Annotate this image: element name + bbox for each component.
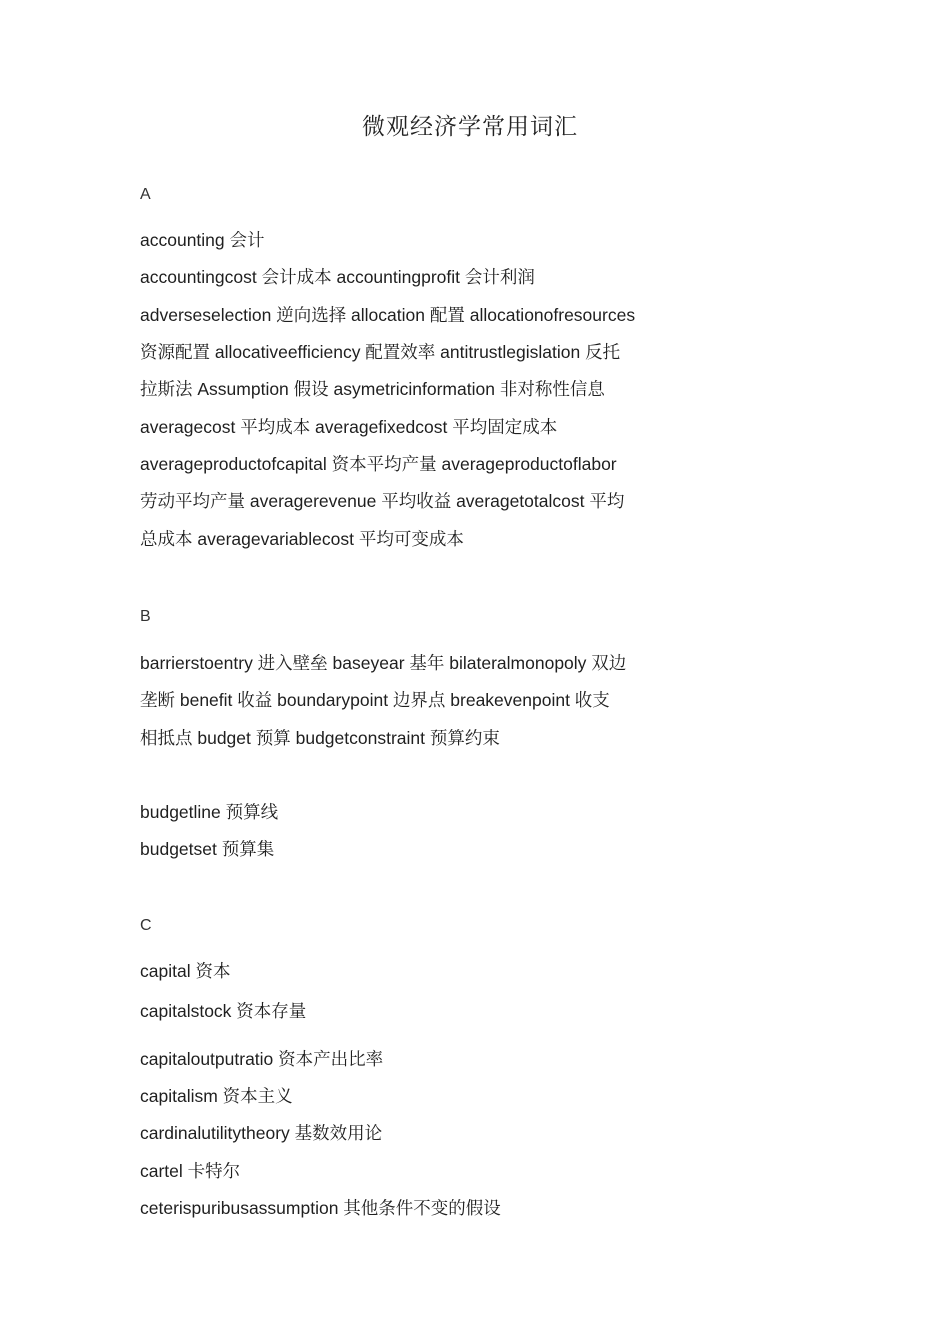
vocab-line: cartel 卡特尔 xyxy=(140,1161,241,1181)
vocab-line: averagecost 平均成本 averagefixedcost 平均固定成本 xyxy=(140,417,558,437)
vocab-line: capital 资本 xyxy=(140,961,231,981)
vocab-line: capitaloutputratio 资本产出比率 xyxy=(140,1049,384,1069)
vocab-line: accounting 会计 xyxy=(140,230,265,250)
vocab-line: ceterispuribusassumption 其他条件不变的假设 xyxy=(140,1198,501,1218)
vocab-line: budgetline 预算线 xyxy=(140,802,279,822)
vocab-line: capitalism 资本主义 xyxy=(140,1086,293,1106)
page-title: 微观经济学常用词汇 xyxy=(362,114,578,140)
vocab-line: budgetset 预算集 xyxy=(140,839,275,859)
vocab-line: averageproductofcapital 资本平均产量 averageproductoflabor xyxy=(140,454,617,474)
vocab-line: adverseselection 逆向选择 allocation 配置 allocationofresources xyxy=(140,305,636,325)
section-letter-c: C xyxy=(140,917,152,934)
vocab-line: capitalstock 资本存量 xyxy=(140,1001,307,1021)
vocab-line: 劳动平均产量 averagerevenue 平均收益 averagetotalcost 平均 xyxy=(140,491,625,511)
vocab-line: accountingcost 会计成本 accountingprofit 会计利润 xyxy=(140,267,535,287)
section-letter-b: B xyxy=(140,608,151,625)
vocab-line: 资源配置 allocativeefficiency 配置效率 antitrustlegislation 反托 xyxy=(140,342,621,362)
vocab-line: 相抵点 budget 预算 budgetconstraint 预算约束 xyxy=(140,728,500,748)
vocab-line: 垄断 benefit 收益 boundarypoint 边界点 breakevenpoint 收支 xyxy=(140,690,610,710)
vocab-line: cardinalutilitytheory 基数效用论 xyxy=(140,1123,383,1143)
vocab-line: 拉斯法 Assumption 假设 asymetricinformation 非对称性信息 xyxy=(140,379,605,399)
section-letter-a: A xyxy=(140,186,151,203)
vocab-line: 总成本 averagevariablecost 平均可变成本 xyxy=(140,529,464,549)
vocab-line: barrierstoentry 进入壁垒 baseyear 基年 bilateralmonopoly 双边 xyxy=(140,653,627,673)
